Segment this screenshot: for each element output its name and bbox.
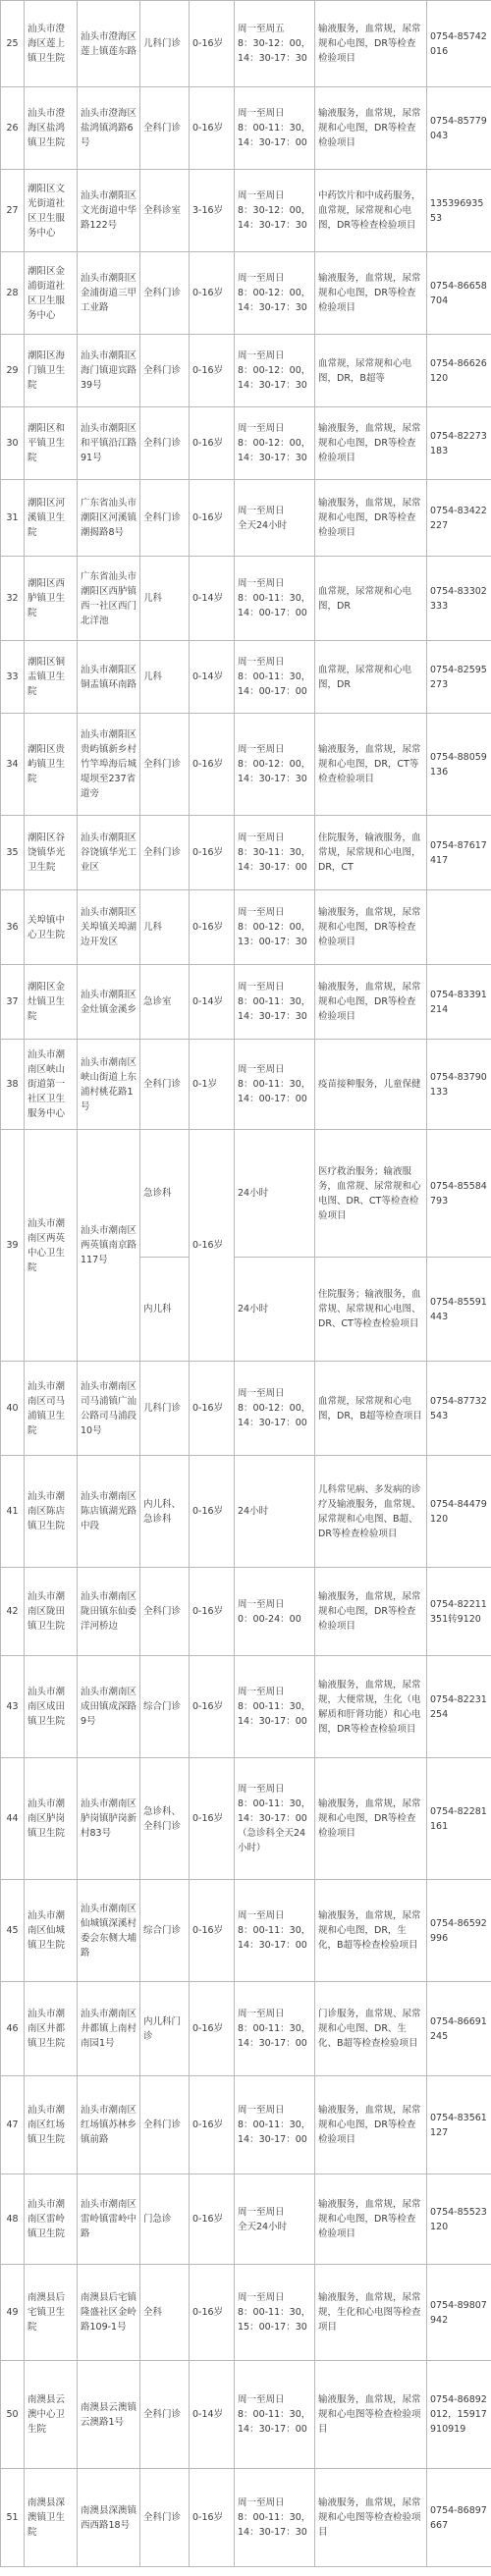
clinic-name: 关埠镇中心卫生院 (25, 890, 78, 965)
age-range: 0-14岁 (190, 557, 235, 641)
available-services: 输液服务，血常规，尿常规和心电图，DR等检查检验项目 (315, 965, 427, 1040)
age-range: 0-1岁 (190, 1040, 235, 1130)
age-range: 0-16岁 (190, 816, 235, 890)
phone-number: 0754-86897667 (427, 2469, 491, 2567)
row-number: 26 (1, 87, 25, 170)
table-row (1, 557, 491, 641)
clinic-name: 汕头市潮南区陈店镇卫生院 (25, 1456, 78, 1568)
available-services: 输液服务，血常规，尿常规和心电图，DR，生化，B超等检查检验项目 (315, 1880, 427, 1982)
age-range: 0-16岁 (190, 1362, 235, 1456)
clinic-name: 潮阳区金浦街道社区卫生服务中心 (25, 252, 78, 335)
age-range: 3-16岁 (190, 170, 235, 252)
row-number: 38 (1, 1040, 25, 1130)
opening-hours: 周一至周日 8：00-11：30，14：30-17：00 (235, 87, 315, 170)
department: 全科门诊 (140, 2469, 190, 2567)
clinic-name: 潮阳区铜盂镇卫生院 (25, 641, 78, 714)
row-number: 25 (1, 1, 25, 87)
department: 综合门诊 (140, 1656, 190, 1758)
clinic-address: 汕头市潮南区仙城镇深溪村委会东侧大埔路 (78, 1880, 140, 1982)
phone-number (427, 890, 491, 965)
clinic-name: 潮阳区和平镇卫生院 (25, 407, 78, 480)
clinic-address: 广东省汕头市潮阳区西胪镇西一社区西门北洋池 (78, 557, 140, 641)
table-row (1, 335, 491, 407)
age-range: 0-16岁 (190, 335, 235, 407)
clinic-name: 潮阳区谷饶镇华光卫生院 (25, 816, 78, 890)
department: 全科门诊 (140, 480, 190, 557)
phone-number: 0754-83391214 (427, 965, 491, 1040)
age-range: 0-16岁 (190, 1982, 235, 2076)
age-range: 0-16岁 (190, 1758, 235, 1880)
phone-number: 0754-87732543 (427, 1362, 491, 1456)
phone-number: 0754-85779043 (427, 87, 491, 170)
available-services: 输液服务，血常规，尿常规和心电图，DR等检查检验项目 (315, 87, 427, 170)
age-range: 0-16岁 (190, 714, 235, 816)
department: 全科门诊 (140, 335, 190, 407)
phone-number: 0754-85584793 (427, 1130, 491, 1258)
opening-hours: 周一至周日 8：00-11：30，14：30-17：30 (235, 2469, 315, 2567)
row-number: 34 (1, 714, 25, 816)
table-row (1, 1982, 491, 2076)
row-number: 42 (1, 1568, 25, 1656)
clinic-address: 汕头市潮南区井都镇上南村南园1号 (78, 1982, 140, 2076)
age-range: 0-16岁 (190, 1130, 235, 1362)
table-row (1, 1456, 491, 1568)
age-range: 0-16岁 (190, 890, 235, 965)
opening-hours: 周一至周日 8：00-11：30，14：00-17：00 (235, 641, 315, 714)
available-services: 血常规，尿常规和心电图，DR，B超等检查项目 (315, 1362, 427, 1456)
clinic-name: 汕头市潮南区陇田镇卫生院 (25, 1568, 78, 1656)
table-row (1, 1, 491, 87)
table-row (1, 890, 491, 965)
department: 内儿科 (140, 1258, 190, 1362)
phone-number: 0754-82211351转9120 (427, 1568, 491, 1656)
opening-hours: 周一至周日 全天24小时 (235, 480, 315, 557)
table-row (1, 714, 491, 816)
clinic-address: 南澳县深澳镇西西路18号 (78, 2469, 140, 2567)
phone-number: 0754-82273183 (427, 407, 491, 480)
phone-number: 0754-83422227 (427, 480, 491, 557)
row-number: 40 (1, 1362, 25, 1456)
available-services: 中药饮片和中成药服务，血常规，尿常规和心电图，DR等检查检验项目 (315, 170, 427, 252)
table-row (1, 1568, 491, 1656)
clinic-address: 南澳县云澳镇云澳路1号 (78, 2361, 140, 2469)
clinic-name: 潮阳区文光街道社区卫生服务中心 (25, 170, 78, 252)
clinic-address: 汕头市潮阳区铜盂镇环南路 (78, 641, 140, 714)
table-row (1, 1758, 491, 1880)
opening-hours: 周一至周日 8：00-12：00，14：30-17：30 (235, 335, 315, 407)
table-row (1, 407, 491, 480)
department: 儿科 (140, 641, 190, 714)
available-services: 输液服务，血常规，尿常规和心电图，DR等检查检验项目 (315, 252, 427, 335)
available-services: 输液服务，血常规，尿常规和心电图，DR等检查检验项目 (315, 2076, 427, 2174)
table-row (1, 816, 491, 890)
age-range: 0-16岁 (190, 2174, 235, 2265)
age-range: 0-16岁 (190, 407, 235, 480)
available-services: 输液服务，血常规，尿常规和心电图，DR等检查检验项目 (315, 407, 427, 480)
phone-number: 0754-84479120 (427, 1456, 491, 1568)
table-row (1, 1656, 491, 1758)
opening-hours: 24小时 (235, 1456, 315, 1568)
department: 全科门诊 (140, 252, 190, 335)
clinic-address: 汕头市潮南区陇田镇东仙委洋河桥边 (78, 1568, 140, 1656)
clinic-address: 汕头市潮阳区和平镇沿江路91号 (78, 407, 140, 480)
department: 急诊室 (140, 965, 190, 1040)
clinic-name: 汕头市潮南区胪岗镇卫生院 (25, 1758, 78, 1880)
row-number: 30 (1, 407, 25, 480)
age-range: 0-16岁 (190, 2076, 235, 2174)
age-range: 0-16岁 (190, 480, 235, 557)
opening-hours: 周一至周日 8：30-12：00，14：30-17：30 (235, 170, 315, 252)
clinic-name: 汕头市潮南区雷岭镇卫生院 (25, 2174, 78, 2265)
row-number: 45 (1, 1880, 25, 1982)
opening-hours: 周一至周日 8：00-11：30，14：30-17：00 (235, 2076, 315, 2174)
opening-hours: 周一至周日 8：30-11：30，14：30-17：00 (235, 816, 315, 890)
clinic-address: 汕头市潮阳区文光街道中华路122号 (78, 170, 140, 252)
table-row (1, 1880, 491, 1982)
available-services: 输液服务，血常规，尿常规和心电图，DR等检查检验项目 (315, 480, 427, 557)
available-services: 医疗救治服务；输液服务，血常规、尿常规和心电图、DR、CT等检查检验项目 (315, 1130, 427, 1258)
table-row (1, 252, 491, 335)
clinic-name: 汕头市潮南区两英中心卫生院 (25, 1130, 78, 1362)
available-services: 输液服务，血常规，尿常规和心电图，DR等检查检验项目 (315, 1758, 427, 1880)
opening-hours: 周一至周日 8：00-11：30，14：30-17：00 (235, 1656, 315, 1758)
table-row (1, 1040, 491, 1130)
row-number: 41 (1, 1456, 25, 1568)
opening-hours: 24小时 (235, 1258, 315, 1362)
department: 全科门诊 (140, 2076, 190, 2174)
department: 全科门诊 (140, 1040, 190, 1130)
phone-number: 0754-83790133 (427, 1040, 491, 1130)
age-range: 0-16岁 (190, 1, 235, 87)
available-services: 输液服务，血常规，尿常规和心电图，DR等检查检验项目 (315, 2174, 427, 2265)
clinic-name: 汕头市潮南区成田镇卫生院 (25, 1656, 78, 1758)
phone-number: 0754-87617417 (427, 816, 491, 890)
department: 全科门诊 (140, 714, 190, 816)
available-services: 住院服务，输液服务，血常规，尿常规和心电图，DR，CT (315, 816, 427, 890)
opening-hours: 周一至周日 8：00-11：30，14：00-17：00 (235, 557, 315, 641)
department: 综合门诊 (140, 1880, 190, 1982)
opening-hours: 周一至周日 8：00-11：30，14：30-17：00（急诊科全天24小时） (235, 1758, 315, 1880)
available-services: 输液服务，血常规，尿常规和心电图，DR等检查检验项目 (315, 890, 427, 965)
age-range: 0-16岁 (190, 1568, 235, 1656)
available-services: 输液服务，血常规，尿常规和心电图等检查检验项目 (315, 2361, 427, 2469)
clinic-address: 汕头市澄海区莲上镇莲东路 (78, 1, 140, 87)
opening-hours: 周一至周日 8：00-12：00，14：30-17：30 (235, 252, 315, 335)
row-number: 29 (1, 335, 25, 407)
department: 全科 (140, 2265, 190, 2361)
available-services: 住院服务；输液服务，血常规、尿常规和心电图、DR、CT等检查检验项目 (315, 1258, 427, 1362)
department: 急诊科、全科门诊 (140, 1758, 190, 1880)
opening-hours: 周一至周日 8：00-11：30，14：30-17：00 (235, 2361, 315, 2469)
department: 全科门诊 (140, 407, 190, 480)
phone-number: 0754-85523120 (427, 2174, 491, 2265)
row-number: 36 (1, 890, 25, 965)
table-row (1, 641, 491, 714)
opening-hours: 周一至周日 8：00-12：00，13：00-17：30 (235, 890, 315, 965)
available-services: 输液服务，血常规，尿常规和心电图等检查检验项目 (315, 2469, 427, 2567)
table-row (1, 170, 491, 252)
clinic-table-body (1, 1, 491, 2567)
available-services: 儿科常见病、多发病的诊疗及输液服务，血常规、尿常规和心电图、B超、DR等检查检验项目 (315, 1456, 427, 1568)
age-range: 0-14岁 (190, 2361, 235, 2469)
available-services: 输液服务，血常规，尿常规和心电图，DR，CT等检查检验项目 (315, 714, 427, 816)
clinic-name: 汕头市澄海区莲上镇卫生院 (25, 1, 78, 87)
clinic-address: 汕头市潮阳区海门镇迎宾路39号 (78, 335, 140, 407)
clinic-address: 汕头市澄海区盐鸿镇鸿路6号 (78, 87, 140, 170)
opening-hours: 周一至周日 8：00-11：30，14：30-17：00 (235, 1982, 315, 2076)
opening-hours: 周一至周日 8：00-11：30，14：30-17：00 (235, 1880, 315, 1982)
clinic-name: 南澳县深澳镇卫生院 (25, 2469, 78, 2567)
opening-hours: 周一至周日 8：00-11：30，15：00-17：30 (235, 2265, 315, 2361)
row-number: 48 (1, 2174, 25, 2265)
row-number: 33 (1, 641, 25, 714)
clinic-name: 潮阳区河溪镇卫生院 (25, 480, 78, 557)
available-services: 血常规，尿常规和心电图，DR (315, 641, 427, 714)
clinic-address: 汕头市潮阳区金灶镇金溪乡 (78, 965, 140, 1040)
department: 儿科门诊 (140, 1362, 190, 1456)
opening-hours: 周一至周日 8：00-12：00，14：30-17：30 (235, 714, 315, 816)
phone-number: 0754-86658704 (427, 252, 491, 335)
opening-hours: 周一至周日 8：00-11：30，14：30-17：30 (235, 965, 315, 1040)
table-row (1, 1130, 491, 1258)
clinic-address: 南澳县后宅镇隆盛社区金岭路109-1号 (78, 2265, 140, 2361)
row-number: 39 (1, 1130, 25, 1362)
table-row (1, 2076, 491, 2174)
clinic-address: 汕头市潮阳区谷饶镇华光工业区 (78, 816, 140, 890)
table-row (1, 1362, 491, 1456)
clinic-name: 潮阳区海门镇卫生院 (25, 335, 78, 407)
table-row (1, 2469, 491, 2567)
clinic-name: 汕头市潮南区井都镇卫生院 (25, 1982, 78, 2076)
age-range: 0-14岁 (190, 965, 235, 1040)
opening-hours: 周一至周日 全天24小时 (235, 2174, 315, 2265)
table-row (1, 965, 491, 1040)
row-number: 43 (1, 1656, 25, 1758)
table-row (1, 2361, 491, 2469)
clinic-address: 汕头市潮南区成田镇成深路9号 (78, 1656, 140, 1758)
row-number: 31 (1, 480, 25, 557)
clinic-name: 汕头市潮南区仙城镇卫生院 (25, 1880, 78, 1982)
age-range: 0-16岁 (190, 2469, 235, 2567)
table-row (1, 2174, 491, 2265)
age-range: 0-16岁 (190, 1880, 235, 1982)
clinic-name: 汕头市澄海区盐鸿镇卫生院 (25, 87, 78, 170)
clinic-address: 汕头市潮阳区关埠镇关埠湖边开发区 (78, 890, 140, 965)
department: 全科门诊 (140, 816, 190, 890)
table-row (1, 2265, 491, 2361)
available-services: 输液服务，血常规，尿常规，大便常规，生化（电解质和肝肾功能）和心电图，DR等检查检验项目 (315, 1656, 427, 1758)
clinic-name: 汕头市潮南区司马浦镇卫生院 (25, 1362, 78, 1456)
phone-number: 0754-85742016 (427, 1, 491, 87)
table-row (1, 87, 491, 170)
row-number: 50 (1, 2361, 25, 2469)
phone-number: 0754-89807942 (427, 2265, 491, 2361)
clinic-name: 南澳县云澳中心卫生院 (25, 2361, 78, 2469)
opening-hours: 周一至周日 8：00-12：00，14：30-17：30 (235, 407, 315, 480)
table-row (1, 480, 491, 557)
row-number: 46 (1, 1982, 25, 2076)
clinic-name: 潮阳区贵屿镇卫生院 (25, 714, 78, 816)
phone-number: 0754-85591443 (427, 1258, 491, 1362)
phone-number: 0754-82281161 (427, 1758, 491, 1880)
department: 内儿科门诊 (140, 1982, 190, 2076)
available-services: 疫苗接种服务，儿童保健 (315, 1040, 427, 1130)
department: 全科门诊 (140, 1568, 190, 1656)
department: 门急诊 (140, 2174, 190, 2265)
row-number: 49 (1, 2265, 25, 2361)
opening-hours: 周一至周日 8：00-12：00，14：30-17：00 (235, 1362, 315, 1456)
phone-number: 0754-86892012，15917910919 (427, 2361, 491, 2469)
age-range: 0-16岁 (190, 1456, 235, 1568)
phone-number: 0754-82231254 (427, 1656, 491, 1758)
available-services: 输液服务，血常规，尿常规和心电图，DR等检查检验项目 (315, 1, 427, 87)
clinic-address: 汕头市潮南区红场镇苏林乡镇前路 (78, 2076, 140, 2174)
age-range: 0-16岁 (190, 252, 235, 335)
opening-hours: 周一至周五 8：30-12：00，14：30-17：30 (235, 1, 315, 87)
department: 全科门诊 (140, 2361, 190, 2469)
department: 儿科 (140, 557, 190, 641)
available-services: 输液服务，血常规，尿常规和心电图，DR等检查检验项目 (315, 1568, 427, 1656)
row-number: 37 (1, 965, 25, 1040)
clinic-address: 汕头市潮南区雷岭镇雷岭中路 (78, 2174, 140, 2265)
clinic-address: 广东省汕头市潮阳区河溪镇潮揭路8号 (78, 480, 140, 557)
row-number: 32 (1, 557, 25, 641)
row-number: 44 (1, 1758, 25, 1880)
clinic-address: 汕头市潮南区峡山街道上东浦村桃花路1号 (78, 1040, 140, 1130)
clinic-address: 汕头市潮南区胪岗镇胪岗新村83号 (78, 1758, 140, 1880)
clinic-address: 汕头市潮阳区贵屿镇新乡村竹竿埠海后城堤坝至237省道旁 (78, 714, 140, 816)
available-services: 血常规，尿常规和心电图，DR (315, 557, 427, 641)
phone-number: 13539693553 (427, 170, 491, 252)
phone-number: 0754-88059136 (427, 714, 491, 816)
phone-number: 0754-86592996 (427, 1880, 491, 1982)
department: 内儿科、急诊科 (140, 1456, 190, 1568)
row-number: 47 (1, 2076, 25, 2174)
clinic-address: 汕头市潮南区两英镇南京路117号 (78, 1130, 140, 1362)
clinic-name: 汕头市潮南区峡山街道第一社区卫生服务中心 (25, 1040, 78, 1130)
available-services: 血常规，尿常规和心电图，DR，B超等 (315, 335, 427, 407)
row-number: 27 (1, 170, 25, 252)
row-number: 28 (1, 252, 25, 335)
clinic-address: 汕头市潮南区陈店镇湖光路中段 (78, 1456, 140, 1568)
clinic-name: 潮阳区西胪镇卫生院 (25, 557, 78, 641)
available-services: 输液服务，血常规，尿常规，生化和心电图等检查项目 (315, 2265, 427, 2361)
age-range: 0-16岁 (190, 87, 235, 170)
department: 儿科 (140, 890, 190, 965)
department: 儿科门诊 (140, 1, 190, 87)
department: 全科门诊 (140, 87, 190, 170)
phone-number: 0754-83302333 (427, 557, 491, 641)
opening-hours: 24小时 (235, 1130, 315, 1258)
clinic-address: 汕头市潮南区司马浦镇广汕公路司马浦段10号 (78, 1362, 140, 1456)
clinic-name: 汕头市潮南区红场镇卫生院 (25, 2076, 78, 2174)
row-number: 35 (1, 816, 25, 890)
clinic-name: 潮阳区金灶镇卫生院 (25, 965, 78, 1040)
opening-hours: 周一至周日 0：00-24：00 (235, 1568, 315, 1656)
phone-number: 0754-82595273 (427, 641, 491, 714)
phone-number: 0754-83561127 (427, 2076, 491, 2174)
department: 急诊科 (140, 1130, 190, 1258)
row-number: 51 (1, 2469, 25, 2567)
clinic-address: 汕头市潮阳区金浦街道三甲工业路 (78, 252, 140, 335)
clinic-name: 南澳县后宅镇卫生院 (25, 2265, 78, 2361)
age-range: 0-16岁 (190, 1656, 235, 1758)
phone-number: 0754-86691245 (427, 1982, 491, 2076)
phone-number: 0754-86626120 (427, 335, 491, 407)
age-range: 0-14岁 (190, 641, 235, 714)
age-range: 0-16岁 (190, 2265, 235, 2361)
available-services: 门诊服务，血常规、尿常规和心电图、DR、生化、B超等检查检验项目 (315, 1982, 427, 2076)
opening-hours: 周一至周日 8：00-11：30，14：00-17：00 (235, 1040, 315, 1130)
department: 全科诊室 (140, 170, 190, 252)
